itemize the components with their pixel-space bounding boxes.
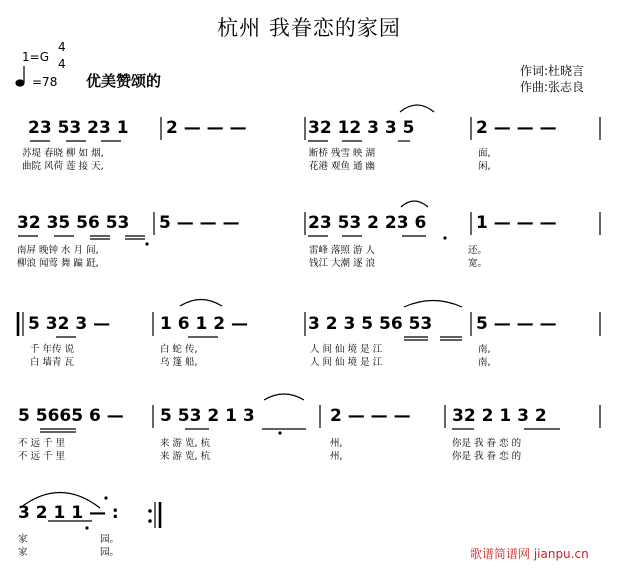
measure: 32 2 1 3 2 [452,406,547,426]
lyric-line: 南, [478,344,491,355]
lyric-line: 你是 我 眷 恋 的 [452,451,522,462]
measure: 3 2 3 5 56 53 [308,314,433,334]
lyric-line: 人 间 仙 境 是 江 [310,357,383,368]
composer-credit: 作曲:张志良 [520,80,585,94]
lyric-line: 曲院 风荷 莲 接 天, [22,161,104,172]
lyric-line: 家 [18,534,28,545]
lyric-line: 面, [478,148,491,159]
measure: 5 — — — [476,314,557,334]
measure: 1 6 1 2 — [160,314,248,334]
lyric-line: 乌 篷 船, [160,357,198,368]
lyric-line: 园。 [100,534,120,545]
lyric-line: 州, [330,438,343,449]
watermark: 歌谱简谱网 jianpu.cn [470,547,589,561]
measure: 5 — — — [159,213,240,233]
measure: 32 12 3 3 5 [308,118,415,138]
lyricist-credit: 作词:杜晓言 [520,64,585,78]
lyric-line: 花港 观鱼 通 幽 [309,161,376,172]
lyric-line: 不 远 千 里 [18,438,66,449]
lyric-line: 苏堤 春晓 柳 如 烟, [22,148,104,159]
lyric-line: 你是 我 眷 恋 的 [452,438,522,449]
lyric-line: 断桥 残雪 映 湖 [309,148,376,159]
measure: 23 53 2 23 6 [308,213,427,233]
key-signature: 1=G [22,50,49,64]
measure: 2 — — — [476,118,557,138]
measure: 1 — — — [476,213,557,233]
lyric-line: 柳浪 闻莺 舞 蹁 跹, [17,258,99,269]
lyric-line: 雷峰 落照 游 人 [309,245,376,256]
lyric-line: 不 远 千 里 [18,451,66,462]
lyric-line: 闲, [478,161,491,172]
lyric-line: 来 游 览, 杭 [160,451,211,462]
measure: 2 — — — [166,118,247,138]
lyric-line: 南屏 晚钟 水 月 间, [17,245,99,256]
lyric-line: 南, [478,357,491,368]
tempo-marking: =78 [32,75,58,89]
lyric-line: 白 蛇 传, [160,344,198,355]
measure: 23 53 23 1 [28,118,129,138]
measure: 5 5665 6 — [18,406,124,426]
measure: 5 53 2 1 3 [160,406,255,426]
lyric-line: 钱江 大潮 逐 浪 [309,258,376,269]
lyric-line: 白 墙青 瓦 [30,357,75,368]
measure: 3 2 1 1 — : [18,503,119,523]
lyric-line: 宽。 [468,258,488,269]
lyric-line: 还。 [468,245,488,256]
lyric-line: 人 间 仙 境 是 江 [310,344,383,355]
lyric-line: 园。 [100,547,120,558]
time-signature-top: 4 [58,40,66,54]
time-signature-bottom: 4 [58,57,66,71]
measure: 2 — — — [330,406,411,426]
lyric-line: 千 年传 说 [30,344,75,355]
measure: 32 35 56 53 [17,213,130,233]
lyric-line: 家 [18,547,28,558]
mood-marking: 优美赞颂的 [86,72,162,90]
lyric-line: 来 游 览, 杭 [160,438,211,449]
lyric-line: 州, [330,451,343,462]
song-title: 杭州 我眷恋的家园 [217,16,401,40]
measure: 5 32 3 — [28,314,111,334]
